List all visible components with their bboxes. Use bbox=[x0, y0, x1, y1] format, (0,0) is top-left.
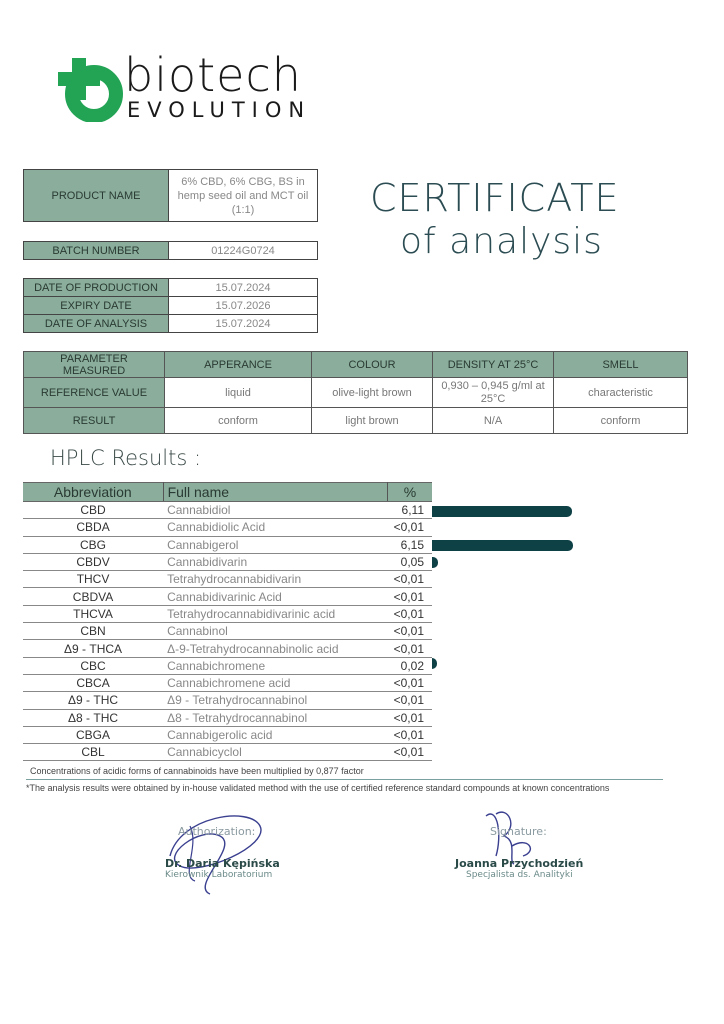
table-row bbox=[23, 502, 432, 519]
param-header-parameter: PARAMETER MEASURED bbox=[24, 352, 165, 378]
signer-role: Specjalista ds. Analityki bbox=[466, 870, 573, 880]
hplc-header-percent: % bbox=[388, 483, 432, 502]
table-row bbox=[23, 692, 432, 709]
abbr: THCVA bbox=[23, 605, 163, 622]
method-note: *The analysis results were obtained by in-house validated method with the use of certified reference standard compounds at known concentrations bbox=[26, 783, 610, 793]
result-label: RESULT bbox=[24, 408, 165, 434]
abbr: CBDVA bbox=[23, 588, 163, 605]
reference-colour: olive-light brown bbox=[312, 378, 433, 408]
parameters-table bbox=[23, 351, 688, 434]
expiry-date-label: EXPIRY DATE bbox=[24, 297, 169, 315]
dates-table bbox=[23, 278, 318, 333]
result-smell: conform bbox=[554, 408, 688, 434]
bar-cbd bbox=[432, 506, 572, 517]
percent: <0,01 bbox=[388, 640, 432, 657]
full-name: Cannabicyclol bbox=[163, 744, 387, 761]
abbr: CBC bbox=[23, 657, 163, 674]
abbr: CBL bbox=[23, 744, 163, 761]
brand-subtitle: EVOLUTION bbox=[127, 98, 312, 122]
abbr: CBD bbox=[23, 502, 163, 519]
abbr: Δ8 - THC bbox=[23, 709, 163, 726]
hplc-header-abbreviation: Abbreviation bbox=[23, 483, 163, 502]
batch-number-label: BATCH NUMBER bbox=[24, 242, 169, 260]
hplc-title: HPLC Results : bbox=[50, 446, 202, 470]
product-name-table bbox=[23, 169, 318, 222]
percent: <0,01 bbox=[388, 605, 432, 622]
percent: 6,15 bbox=[388, 536, 432, 553]
bar-cbdv bbox=[432, 557, 438, 568]
hplc-results-table bbox=[23, 482, 432, 761]
percent: <0,01 bbox=[388, 674, 432, 691]
full-name: Cannabidiol bbox=[163, 502, 387, 519]
divider bbox=[26, 779, 663, 780]
abbr: CBDA bbox=[23, 519, 163, 536]
brand-name: biotech bbox=[124, 48, 302, 102]
percent: <0,01 bbox=[388, 726, 432, 743]
certificate-subtitle: of analysis bbox=[400, 221, 603, 262]
param-header-density: DENSITY AT 25°C bbox=[433, 352, 554, 378]
batch-number-table bbox=[23, 241, 318, 260]
abbr: Δ9 - THC bbox=[23, 692, 163, 709]
table-row bbox=[23, 519, 432, 536]
acid-factor-note: Concentrations of acidic forms of cannabinoids have been multiplied by 0,877 factor bbox=[30, 766, 364, 776]
full-name: Cannabidiolic Acid bbox=[163, 519, 387, 536]
full-name: Tetrahydrocannabidivarinic acid bbox=[163, 605, 387, 622]
table-row bbox=[23, 571, 432, 588]
table-row bbox=[23, 744, 432, 761]
table-row bbox=[23, 657, 432, 674]
full-name: Cannabigerol bbox=[163, 536, 387, 553]
signature-label: Signature: bbox=[490, 825, 547, 838]
signature-scribble-icon bbox=[160, 806, 273, 896]
authorizer-role: Kierownik Laboratorium bbox=[165, 870, 273, 880]
table-row bbox=[23, 674, 432, 691]
percent: <0,01 bbox=[388, 588, 432, 605]
result-colour: light brown bbox=[312, 408, 433, 434]
full-name: Cannabinol bbox=[163, 623, 387, 640]
biotech-logo-icon bbox=[58, 58, 124, 122]
param-header-appearance: APPERANCE bbox=[165, 352, 312, 378]
param-header-colour: COLOUR bbox=[312, 352, 433, 378]
table-row bbox=[23, 623, 432, 640]
full-name: Cannabidivarinic Acid bbox=[163, 588, 387, 605]
authorization-label: Authorization: bbox=[178, 825, 256, 838]
abbr: CBGA bbox=[23, 726, 163, 743]
full-name: Δ-9-Tetrahydrocannabinolic acid bbox=[163, 640, 387, 657]
date-of-production-label: DATE OF PRODUCTION bbox=[24, 279, 169, 297]
expiry-date-value: 15.07.2026 bbox=[169, 297, 318, 315]
table-row bbox=[23, 588, 432, 605]
reference-density: 0,930 – 0,945 g/ml at 25°C bbox=[433, 378, 554, 408]
date-of-analysis-value: 15.07.2024 bbox=[169, 315, 318, 333]
product-name-label: PRODUCT NAME bbox=[24, 170, 169, 222]
abbr: CBDV bbox=[23, 553, 163, 570]
percent: 6,11 bbox=[388, 502, 432, 519]
date-of-production-value: 15.07.2024 bbox=[169, 279, 318, 297]
abbr: Δ9 - THCA bbox=[23, 640, 163, 657]
table-row bbox=[23, 640, 432, 657]
param-header-smell: SMELL bbox=[554, 352, 688, 378]
full-name: Tetrahydrocannabidivarin bbox=[163, 571, 387, 588]
percent: 0,05 bbox=[388, 553, 432, 570]
percent: <0,01 bbox=[388, 519, 432, 536]
table-row bbox=[23, 726, 432, 743]
full-name: Cannabichromene acid bbox=[163, 674, 387, 691]
full-name: Cannabidivarin bbox=[163, 553, 387, 570]
full-name: Cannabichromene bbox=[163, 657, 387, 674]
authorizer-name: Dr. Daria Kępińska bbox=[165, 857, 280, 870]
result-density: N/A bbox=[433, 408, 554, 434]
percent: <0,01 bbox=[388, 692, 432, 709]
signer-name: Joanna Przychodzień bbox=[455, 857, 584, 870]
percent: 0,02 bbox=[388, 657, 432, 674]
result-appearance: conform bbox=[165, 408, 312, 434]
certificate-title: CERTIFICATE bbox=[370, 176, 620, 220]
abbr: THCV bbox=[23, 571, 163, 588]
abbr: CBG bbox=[23, 536, 163, 553]
hplc-header-full-name: Full name bbox=[163, 483, 387, 502]
abbr: CBN bbox=[23, 623, 163, 640]
reference-smell: characteristic bbox=[554, 378, 688, 408]
full-name: Δ8 - Tetrahydrocannabinol bbox=[163, 709, 387, 726]
date-of-analysis-label: DATE OF ANALYSIS bbox=[24, 315, 169, 333]
reference-appearance: liquid bbox=[165, 378, 312, 408]
product-name-value: 6% CBD, 6% CBG, BS in hemp seed oil and MCT oil (1:1) bbox=[169, 170, 318, 222]
reference-value-label: REFERENCE VALUE bbox=[24, 378, 165, 408]
bar-cbc bbox=[432, 658, 437, 669]
abbr: CBCA bbox=[23, 674, 163, 691]
table-row bbox=[23, 605, 432, 622]
bar-cbg bbox=[432, 540, 573, 551]
batch-number-value: 01224G0724 bbox=[169, 242, 318, 260]
percent: <0,01 bbox=[388, 623, 432, 640]
table-row bbox=[23, 709, 432, 726]
percent: <0,01 bbox=[388, 709, 432, 726]
percent: <0,01 bbox=[388, 744, 432, 761]
percent: <0,01 bbox=[388, 571, 432, 588]
table-row bbox=[23, 536, 432, 553]
full-name: Cannabigerolic acid bbox=[163, 726, 387, 743]
full-name: Δ9 - Tetrahydrocannabinol bbox=[163, 692, 387, 709]
table-row bbox=[23, 553, 432, 570]
